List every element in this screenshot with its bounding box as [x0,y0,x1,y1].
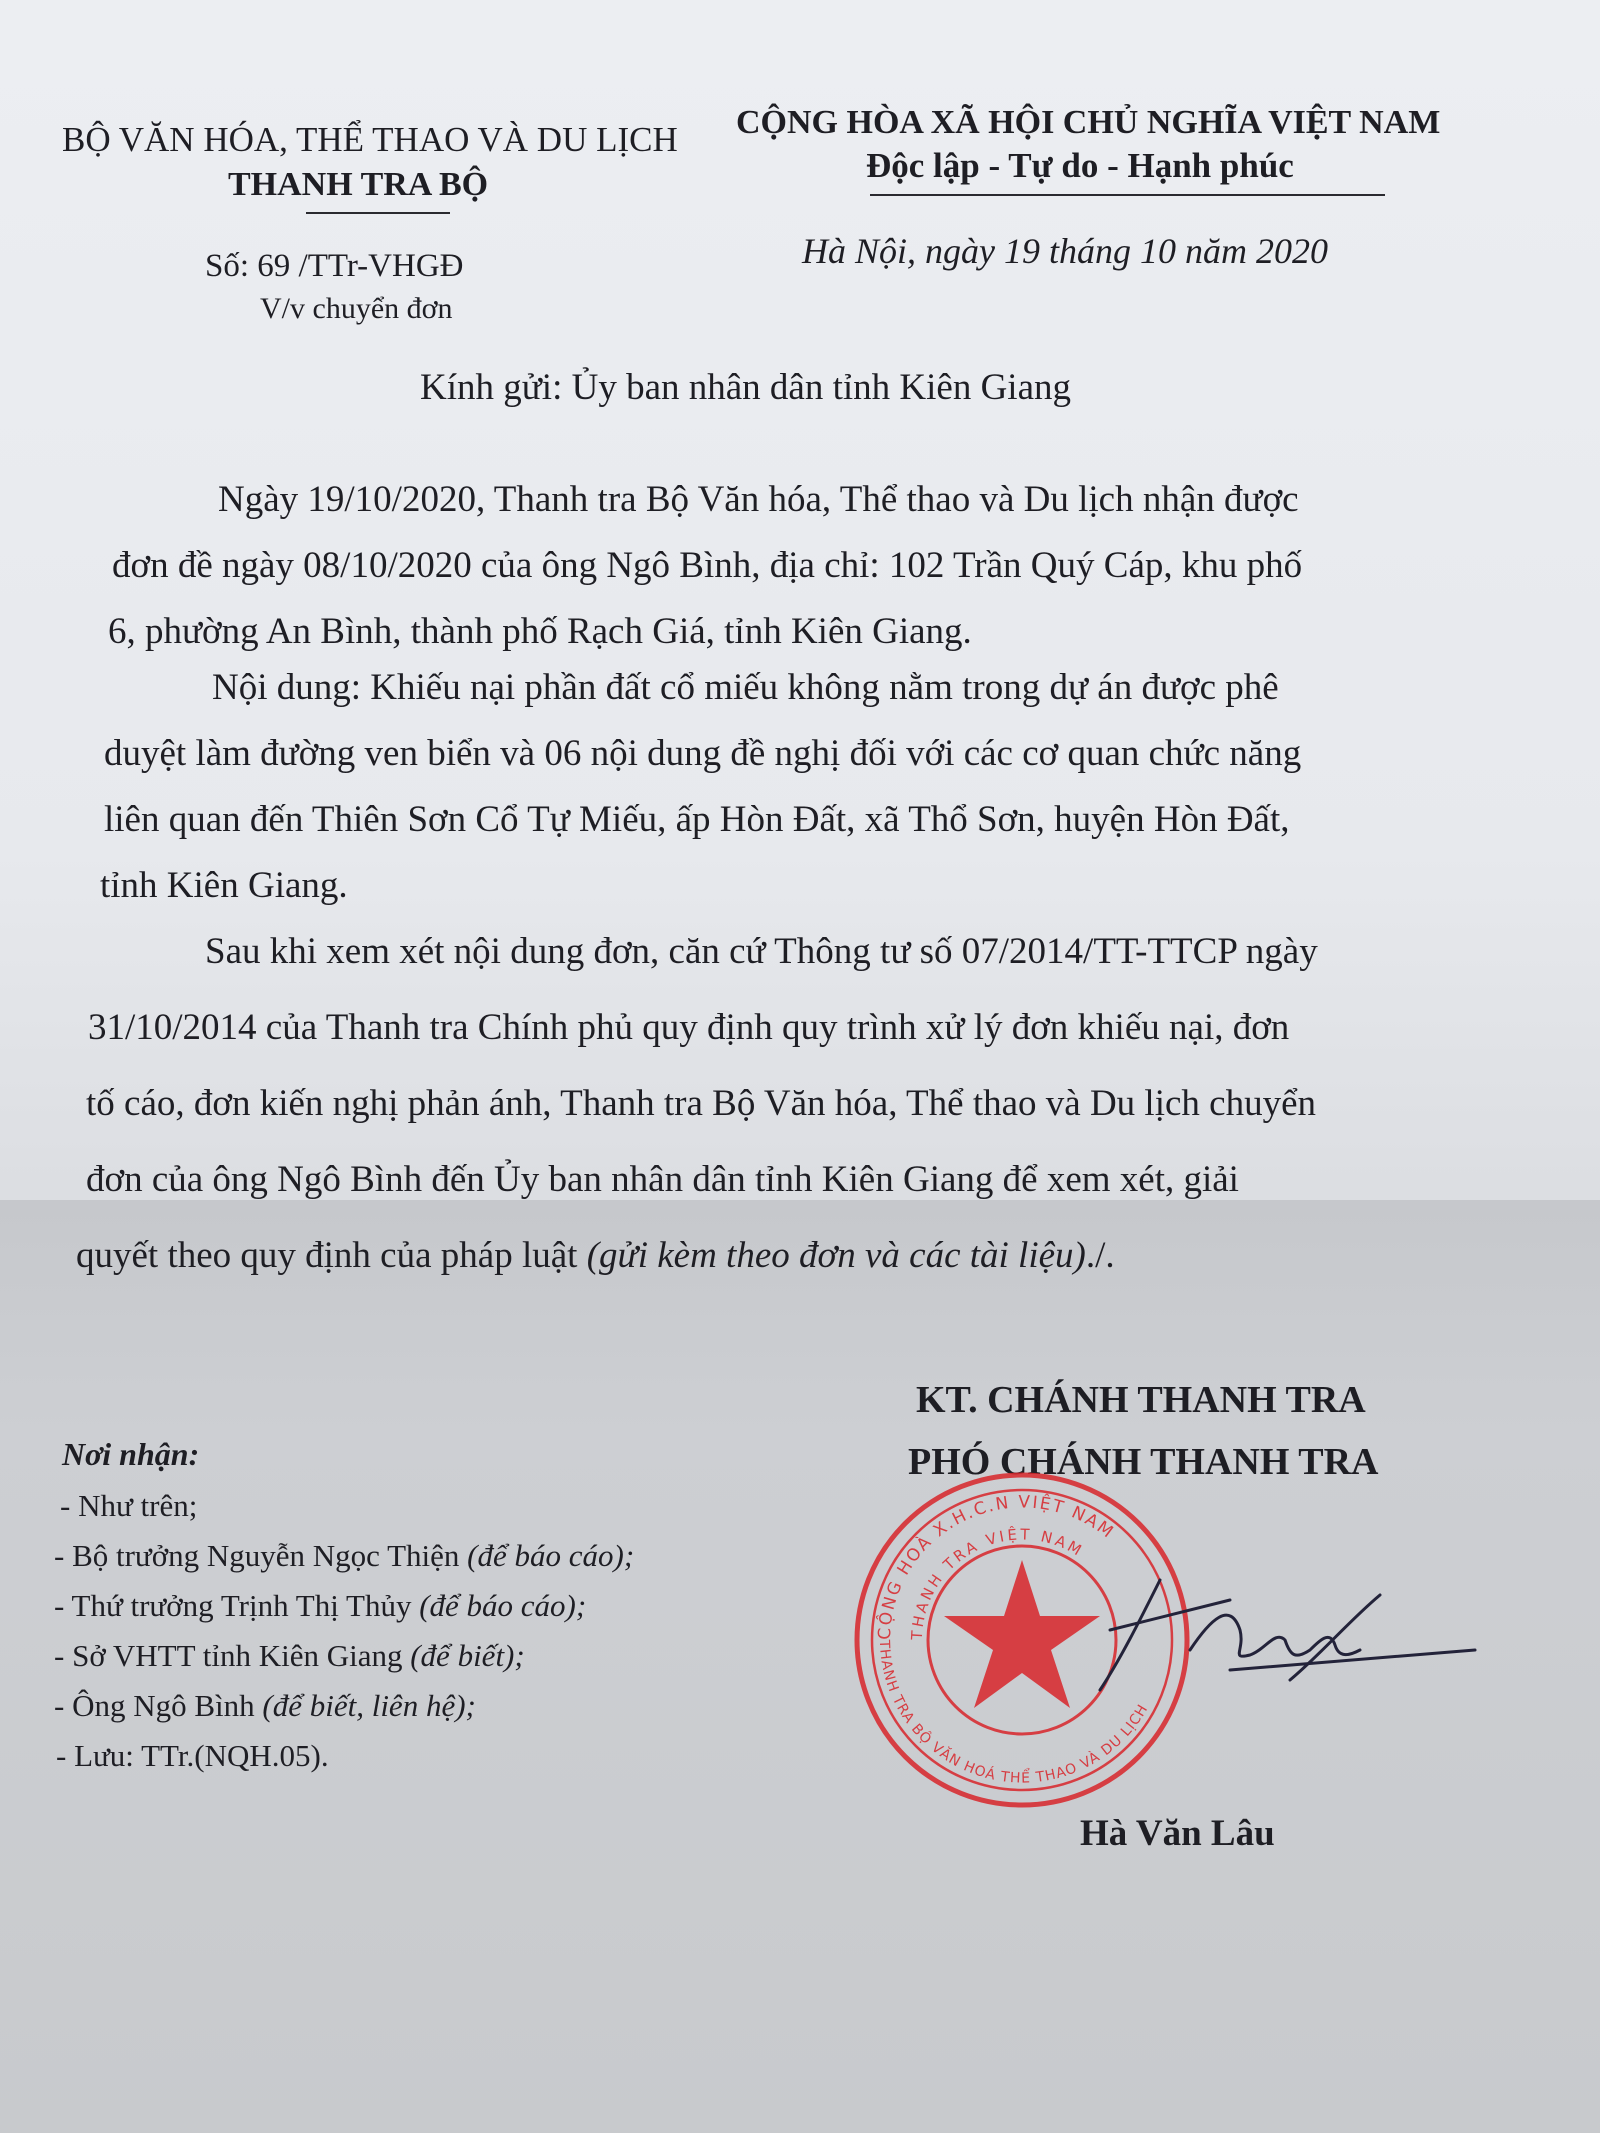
recipient-item-text: - Bộ trưởng Nguyễn Ngọc Thiện [54,1538,468,1573]
recipient-item [60,1488,197,1524]
body-line: đơn của ông Ngô Bình đến Ủy ban nhân dân tỉnh Kiên Giang để xem xét, giải [86,1159,1239,1200]
signer-name: Hà Văn Lâu [1080,1813,1275,1854]
salutation: Kính gửi: Ủy ban nhân dân tỉnh Kiên Giang [420,367,1072,408]
recipient-item [54,1638,525,1674]
recipient-item-text: - Như trên; [60,1488,198,1523]
body-line: 6, phường An Bình, thành phố Rạch Giá, tỉnh Kiên Giang. [108,611,972,652]
svg-text:THANH TRA VIỆT NAM: THANH TRA VIỆT NAM [907,1525,1088,1641]
svg-text:CỘNG HOÀ X.H.C.N VIỆT NAM: CỘNG HOÀ X.H.C.N VIỆT NAM [874,1492,1119,1641]
recipient-item-text: - Lưu: TTr.(NQH.05). [56,1738,329,1773]
recipient-item-note: (để báo cáo); [419,1588,587,1623]
recipient-item [54,1688,476,1724]
signature-title-1: KT. CHÁNH THANH TRA [916,1379,1366,1421]
signature-title-2: PHÓ CHÁNH THANH TRA [908,1441,1379,1483]
document-subject: V/v chuyển đơn [260,292,453,325]
recipients-title: Nơi nhận: [62,1436,200,1472]
body-line: 31/10/2014 của Thanh tra Chính phủ quy định quy trình xử lý đơn khiếu nại, đơn [88,1007,1290,1048]
svg-text:THANH TRA BỘ VĂN HOÁ THỂ THAO: THANH TRA BỘ VĂN HOÁ THỂ THAO VÀ DU LỊCH [875,1639,1152,1787]
body-last-line-note: (gửi kèm theo đơn và các tài liệu) [586,1235,1086,1276]
body-line: duyệt làm đường ven biển và 06 nội dung đề nghị đối với các cơ quan chức năng [104,733,1302,774]
place-and-date: Hà Nội, ngày 19 tháng 10 năm 2020 [802,231,1328,271]
body-line: tố cáo, đơn kiến nghị phản ánh, Thanh tra Bộ Văn hóa, Thể thao và Du lịch chuyển [86,1083,1316,1124]
recipient-item [56,1738,329,1774]
ministry-name: BỘ VĂN HÓA, THỂ THAO VÀ DU LỊCH [62,120,678,159]
recipient-item-text: - Sở VHTT tỉnh Kiên Giang [54,1638,411,1673]
recipient-item-text: - Thứ trưởng Trịnh Thị Thủy [54,1588,420,1623]
body-line: tỉnh Kiên Giang. [100,865,348,906]
department-name: THANH TRA BỘ [228,166,489,203]
recipient-item-note: (để biết); [410,1638,525,1673]
recipient-item [54,1538,634,1574]
body-line: Nội dung: Khiếu nại phần đất cổ miếu không nằm trong dự án được phê [212,667,1279,708]
country-name: CỘNG HÒA XÃ HỘI CHỦ NGHĨA VIỆT NAM [736,104,1441,141]
handwritten-signature-icon [1080,1560,1480,1700]
body-last-line [76,1234,1115,1277]
body-line: Sau khi xem xét nội dung đơn, căn cứ Thông tư số 07/2014/TT-TTCP ngày [205,931,1318,972]
recipient-item [54,1588,586,1624]
body-line: Ngày 19/10/2020, Thanh tra Bộ Văn hóa, Thể thao và Du lịch nhận được [218,479,1299,520]
recipient-item-note: (để biết, liên hệ); [262,1688,476,1723]
motto-underline [870,194,1385,196]
recipient-item-note: (để báo cáo); [467,1538,635,1573]
department-underline [306,212,450,214]
document-number: Số: 69 /TTr-VHGĐ [205,248,464,284]
body-line: liên quan đến Thiên Sơn Cổ Tự Miếu, ấp Hòn Đất, xã Thổ Sơn, huyện Hòn Đất, [104,799,1290,840]
body-line: đơn đề ngày 08/10/2020 của ông Ngô Bình, địa chỉ: 102 Trần Quý Cáp, khu phố [112,545,1303,586]
recipient-item-text: - Ông Ngô Bình [54,1688,263,1723]
body-last-line-text: quyết theo quy định của pháp luật [76,1235,587,1276]
national-motto: Độc lập - Tự do - Hạnh phúc [866,146,1294,185]
body-last-line-end: ./. [1085,1235,1115,1276]
